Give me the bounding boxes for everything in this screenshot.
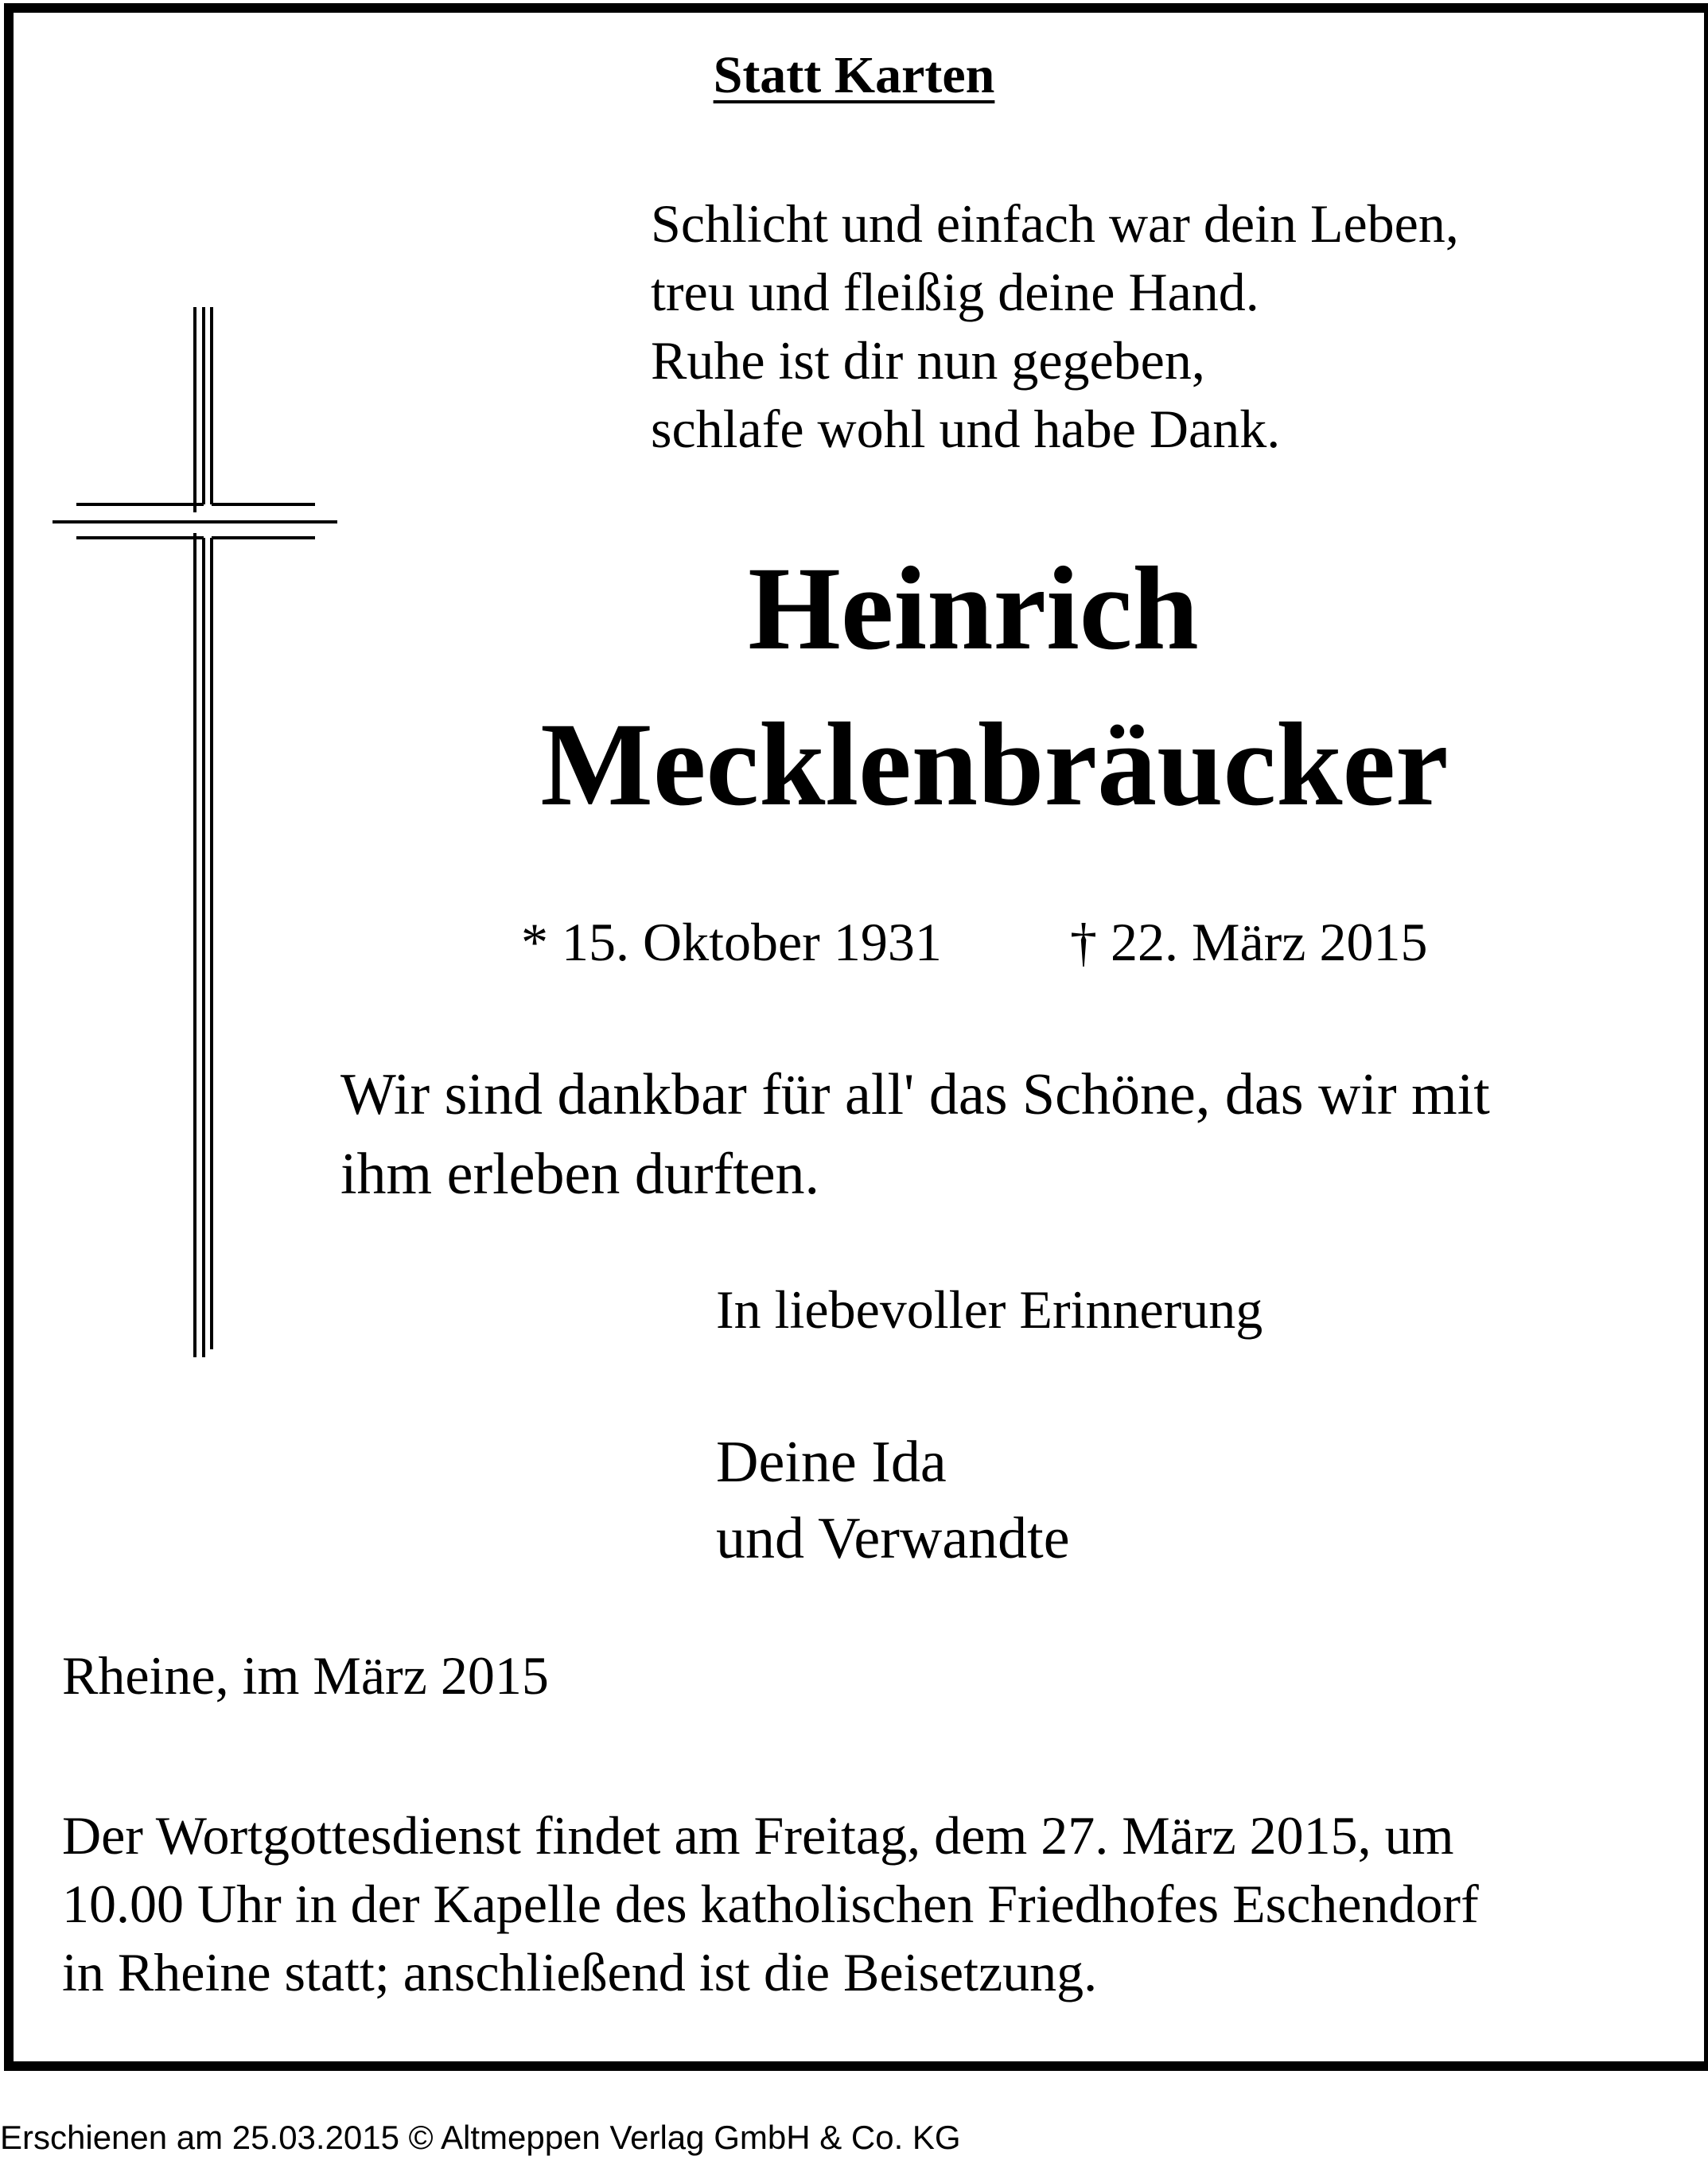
service-line: Der Wortgottesdienst findet am Freitag, dem 27. März 2015, um	[62, 1805, 1454, 1866]
poem-line: treu und fleißig deine Hand.	[651, 262, 1259, 322]
poem	[651, 189, 1459, 463]
place-date: Rheine, im März 2015	[62, 1645, 549, 1706]
last-name: Mecklenbräucker	[540, 699, 1449, 831]
first-name: Heinrich	[748, 543, 1199, 675]
poem-line: Ruhe ist dir nun gegeben,	[651, 330, 1205, 391]
poem-line: schlafe wohl und habe Dank.	[651, 399, 1281, 459]
cross-icon	[53, 307, 339, 1357]
service-info	[62, 1801, 1479, 2006]
signer-line: und Verwandte	[716, 1506, 1070, 1571]
thanks-text	[340, 1055, 1490, 1214]
memory-text: In liebevoller Erinnerung	[716, 1279, 1263, 1340]
signer-line: Deine Ida	[716, 1430, 947, 1495]
death-date: † 22. März 2015	[1070, 912, 1428, 972]
service-line: in Rheine statt; anschließend ist die Beisetzung.	[62, 1942, 1098, 2002]
thanks-line: Wir sind dankbar für all' das Schöne, das wir mit	[340, 1062, 1490, 1127]
poem-line: Schlicht und einfach war dein Leben,	[651, 193, 1459, 254]
thanks-line: ihm erleben durften.	[340, 1142, 820, 1207]
birth-date: * 15. Oktober 1931	[521, 912, 942, 972]
service-line: 10.00 Uhr in der Kapelle des katholischen Friedhofes Eschendorf	[62, 1874, 1479, 1934]
publication-footer: Erschienen am 25.03.2015 © Altmeppen Verlag GmbH & Co. KG	[0, 2119, 961, 2156]
heading: Statt Karten	[713, 46, 995, 104]
signers	[716, 1424, 1070, 1577]
